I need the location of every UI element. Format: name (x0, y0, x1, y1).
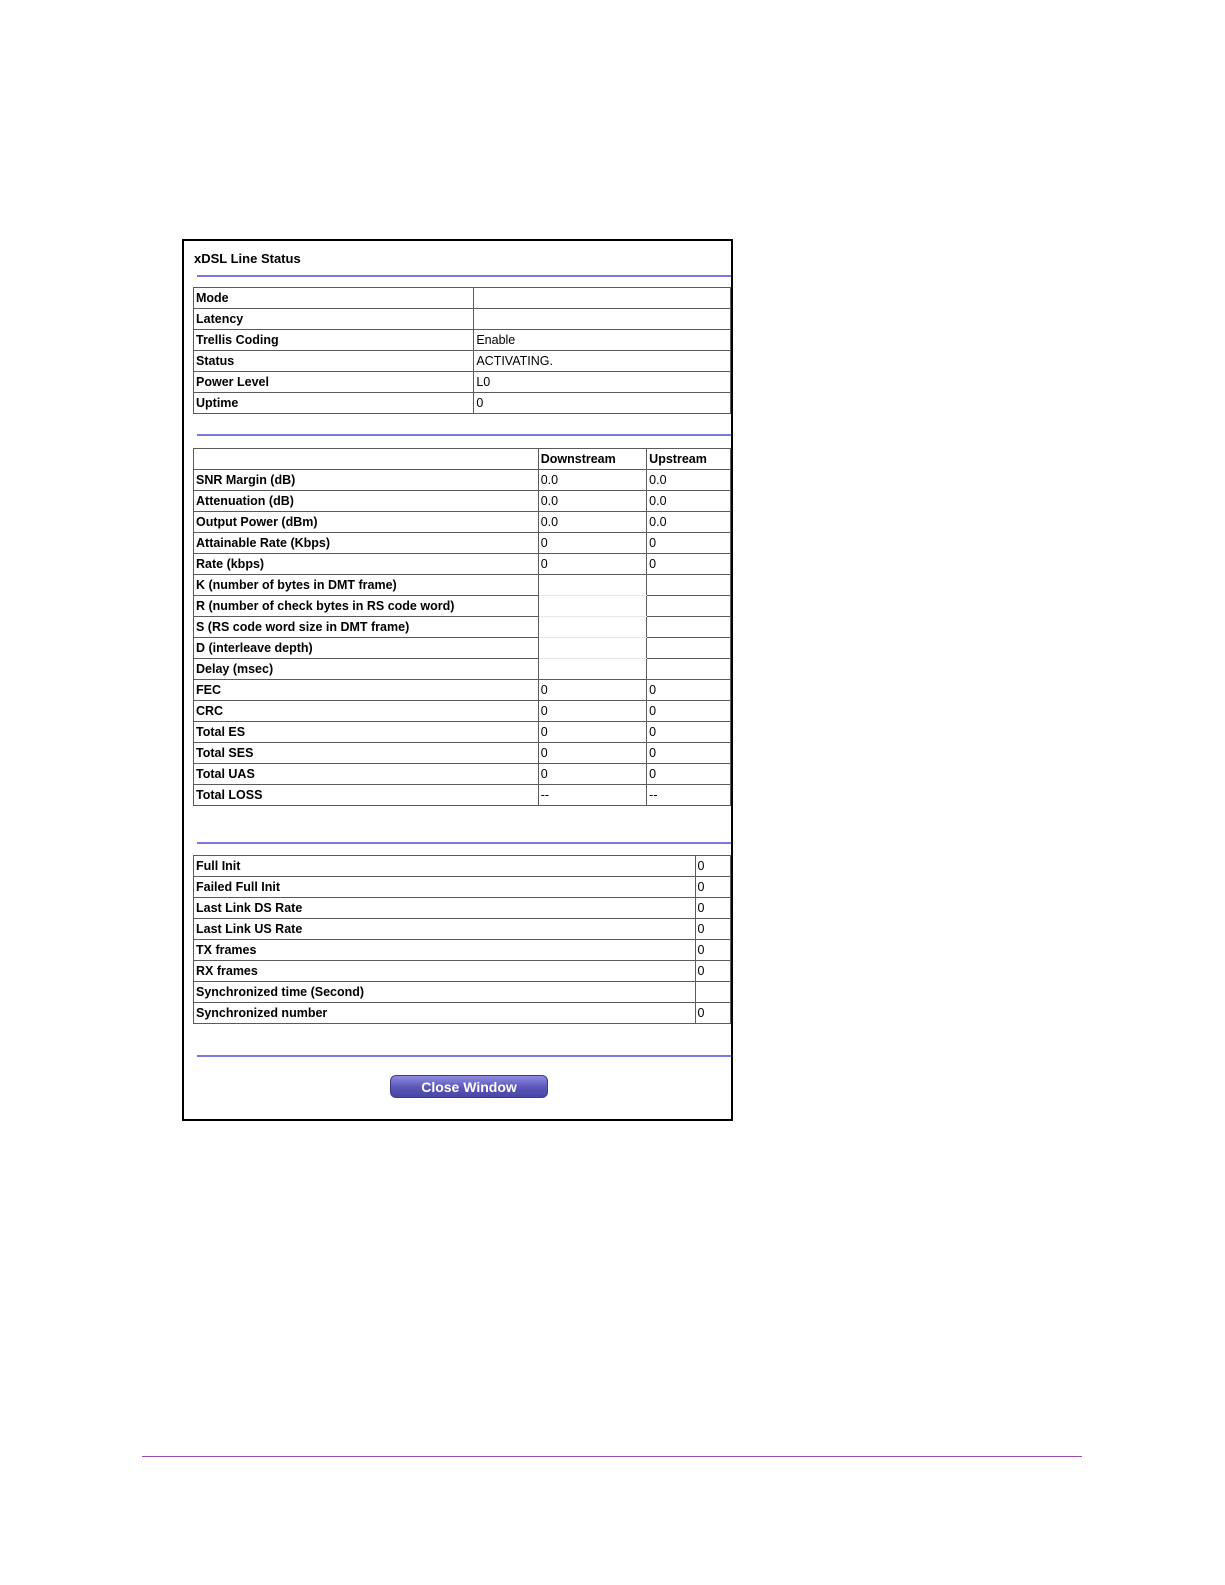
counters-table (193, 855, 731, 1024)
table-row (194, 898, 731, 919)
table-row (194, 764, 731, 785)
stat-downstream: 0.0 (538, 491, 646, 512)
stat-label: Total LOSS (194, 785, 539, 806)
stat-downstream: -- (538, 785, 646, 806)
table-row (194, 491, 731, 512)
window-title: xDSL Line Status (194, 251, 301, 266)
table-header-row (194, 449, 731, 470)
stat-upstream (647, 638, 731, 659)
close-window-button[interactable]: Close Window (390, 1075, 548, 1098)
table-row (194, 596, 731, 617)
counter-value: 0 (695, 940, 731, 961)
stat-label: Total UAS (194, 764, 539, 785)
page-footer-rule (142, 1456, 1082, 1457)
divider (197, 1055, 733, 1057)
stat-label: Rate (kbps) (194, 554, 539, 575)
counter-label: Last Link US Rate (194, 919, 696, 940)
stat-downstream (538, 596, 646, 617)
latency-label: Latency (194, 309, 474, 330)
stat-label: K (number of bytes in DMT frame) (194, 575, 539, 596)
counter-value: 0 (695, 856, 731, 877)
line-info-table (193, 287, 731, 414)
stat-downstream: 0 (538, 764, 646, 785)
counter-value (695, 982, 731, 1003)
xdsl-status-window (182, 239, 733, 1121)
stat-downstream (538, 575, 646, 596)
mode-label: Mode (194, 288, 474, 309)
status-label: Status (194, 351, 474, 372)
table-row (194, 393, 731, 414)
stat-upstream (647, 596, 731, 617)
stat-label: R (number of check bytes in RS code word) (194, 596, 539, 617)
divider (197, 434, 733, 436)
table-row (194, 961, 731, 982)
downstream-header: Downstream (538, 449, 646, 470)
table-row (194, 512, 731, 533)
stat-upstream: 0 (647, 533, 731, 554)
stat-downstream: 0 (538, 680, 646, 701)
table-row (194, 470, 731, 491)
table-row (194, 982, 731, 1003)
table-row (194, 785, 731, 806)
table-row (194, 554, 731, 575)
stat-downstream: 0 (538, 743, 646, 764)
stat-upstream: 0.0 (647, 512, 731, 533)
table-row (194, 617, 731, 638)
stat-upstream (647, 617, 731, 638)
trellis-coding-value: Enable (474, 330, 731, 351)
stat-upstream (647, 575, 731, 596)
stat-label: Output Power (dBm) (194, 512, 539, 533)
counter-label: Synchronized number (194, 1003, 696, 1024)
stat-downstream (538, 659, 646, 680)
counter-value: 0 (695, 961, 731, 982)
stat-downstream (538, 638, 646, 659)
stat-label: Delay (msec) (194, 659, 539, 680)
stat-upstream: 0 (647, 701, 731, 722)
stat-upstream: 0.0 (647, 470, 731, 491)
counter-value: 0 (695, 898, 731, 919)
counter-label: Last Link DS Rate (194, 898, 696, 919)
table-row (194, 877, 731, 898)
stat-upstream: 0 (647, 554, 731, 575)
header-blank (194, 449, 539, 470)
table-row (194, 680, 731, 701)
power-level-value: L0 (474, 372, 731, 393)
stat-upstream: 0.0 (647, 491, 731, 512)
table-row (194, 288, 731, 309)
stat-label: Total ES (194, 722, 539, 743)
stat-upstream (647, 659, 731, 680)
table-row (194, 351, 731, 372)
counter-label: RX frames (194, 961, 696, 982)
stat-upstream: 0 (647, 680, 731, 701)
stat-downstream: 0 (538, 722, 646, 743)
table-row (194, 722, 731, 743)
divider (197, 275, 733, 277)
table-row (194, 575, 731, 596)
table-row (194, 372, 731, 393)
stat-label: FEC (194, 680, 539, 701)
stat-downstream: 0.0 (538, 470, 646, 491)
power-level-label: Power Level (194, 372, 474, 393)
stat-label: D (interleave depth) (194, 638, 539, 659)
stat-label: Attainable Rate (Kbps) (194, 533, 539, 554)
upstream-header: Upstream (647, 449, 731, 470)
counter-value: 0 (695, 919, 731, 940)
stat-downstream: 0 (538, 533, 646, 554)
status-value: ACTIVATING. (474, 351, 731, 372)
table-row (194, 940, 731, 961)
mode-value (474, 288, 731, 309)
counter-value: 0 (695, 1003, 731, 1024)
table-row (194, 1003, 731, 1024)
counter-label: Full Init (194, 856, 696, 877)
stat-label: S (RS code word size in DMT frame) (194, 617, 539, 638)
counter-label: TX frames (194, 940, 696, 961)
stat-downstream: 0.0 (538, 512, 646, 533)
table-row (194, 856, 731, 877)
table-row (194, 743, 731, 764)
latency-value (474, 309, 731, 330)
counter-label: Synchronized time (Second) (194, 982, 696, 1003)
stat-downstream: 0 (538, 554, 646, 575)
stat-upstream: 0 (647, 722, 731, 743)
table-row (194, 309, 731, 330)
stat-upstream: 0 (647, 743, 731, 764)
table-row (194, 638, 731, 659)
stat-label: CRC (194, 701, 539, 722)
trellis-coding-label: Trellis Coding (194, 330, 474, 351)
stat-upstream: -- (647, 785, 731, 806)
counter-label: Failed Full Init (194, 877, 696, 898)
table-row (194, 919, 731, 940)
stat-downstream: 0 (538, 701, 646, 722)
uptime-label: Uptime (194, 393, 474, 414)
stat-label: SNR Margin (dB) (194, 470, 539, 491)
counter-value: 0 (695, 877, 731, 898)
divider (197, 842, 733, 844)
stat-upstream: 0 (647, 764, 731, 785)
table-row (194, 701, 731, 722)
table-row (194, 659, 731, 680)
table-row (194, 533, 731, 554)
stat-downstream (538, 617, 646, 638)
line-stats-table (193, 448, 731, 806)
stat-label: Attenuation (dB) (194, 491, 539, 512)
stat-label: Total SES (194, 743, 539, 764)
uptime-value: 0 (474, 393, 731, 414)
table-row (194, 330, 731, 351)
